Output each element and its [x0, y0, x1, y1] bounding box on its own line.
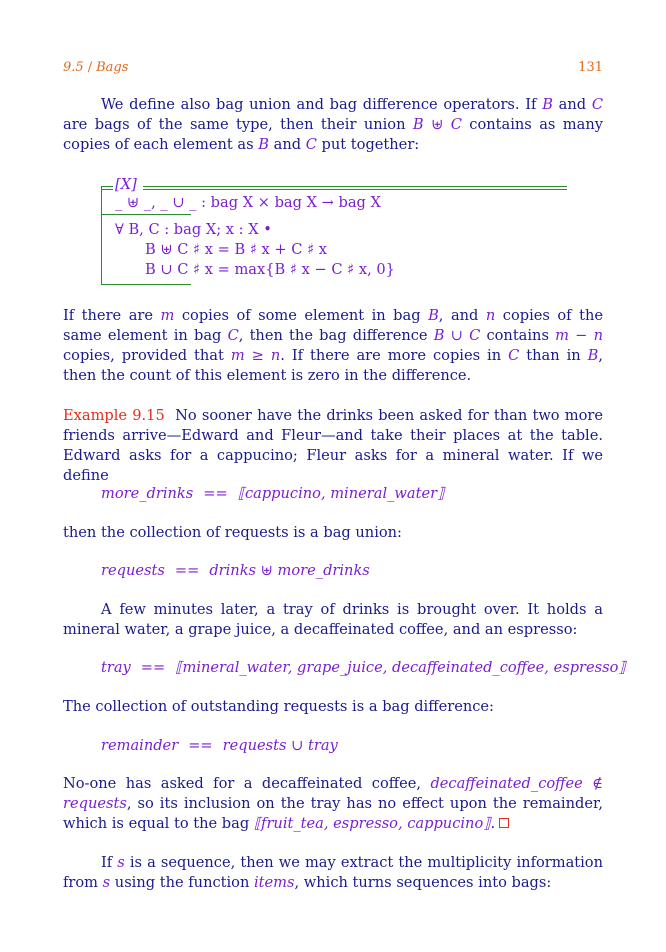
paragraph-outstanding: The collection of outstanding requests is a bag difference:	[63, 698, 494, 715]
schema-predicate-union: B ⊎ C ♯ x = B ♯ x + C ♯ x	[145, 241, 328, 258]
paragraph-remainder-explanation: No-one has asked for a decaffeinated coffee, decaffeinated_coffee ∉ requests, so its inclusion on the tray has no effect upon the remainder, which is equal to the bag ⟦fruit_tea, espresso, cappucino⟧.	[63, 775, 603, 832]
paragraph-bag-difference: If there are m copies of some element in bag B, and n copies of the same element in bag C, then the bag difference B ∪ C contains m − n copies, provided that m ≥ n. If there are more copies in C than in B, then the count of this element is zero in the difference.	[63, 307, 603, 384]
paragraph-items-function: If s is a sequence, then we may extract the multiplicity information from s using the function items, which turns sequences into bags:	[63, 854, 603, 891]
definition-requests: requests == drinks ⊎ more_drinks	[101, 562, 370, 579]
definition-tray: tray == ⟦mineral_water, grape_juice, decaffeinated_coffee, espresso⟧	[101, 659, 626, 676]
page-number: 131	[578, 60, 603, 75]
running-header: 9.5 / Bags	[63, 60, 129, 75]
definition-more-drinks: more_drinks == ⟦cappucino, mineral_water⟧	[101, 485, 445, 502]
schema-declaration: _ ⊎ _, _ ∪ _ : bag X × bag X → bag X	[115, 194, 381, 211]
schema-generic-parameter: [X]	[115, 176, 137, 193]
paragraph-bag-union-intro: We define also bag union and bag difference operators. If B and C are bags of the same type, then their union B ⊎ C contains as many copies of each element as B and C put together:	[63, 96, 603, 153]
section-title: Bags	[96, 60, 129, 75]
paragraph-tray: A few minutes later, a tray of drinks is brought over. It holds a mineral water, a grape juice, a decaffeinated coffee, and an espresso:	[63, 601, 603, 638]
example-paragraph: Example 9.15 No sooner have the drinks been asked for than two more friends arrive—Edward and Fleur—and take their places at the table. Edward asks for a cappucino; Fleur asks for a mineral water. If we define	[63, 407, 604, 484]
definition-remainder: remainder == requests ∪ tray	[101, 737, 338, 754]
schema-predicate-difference: B ∪ C ♯ x = max{B ♯ x − C ♯ x, 0}	[145, 261, 395, 278]
end-of-example-icon	[499, 818, 509, 828]
schema-predicate-quantifier: ∀ B, C : bag X; x : X •	[115, 221, 272, 238]
section-number: 9.5	[63, 60, 84, 75]
axiomatic-schema-box	[101, 174, 567, 284]
example-label: Example 9.15	[63, 407, 165, 424]
paragraph-bag-union-sentence: then the collection of requests is a bag union:	[63, 524, 402, 541]
